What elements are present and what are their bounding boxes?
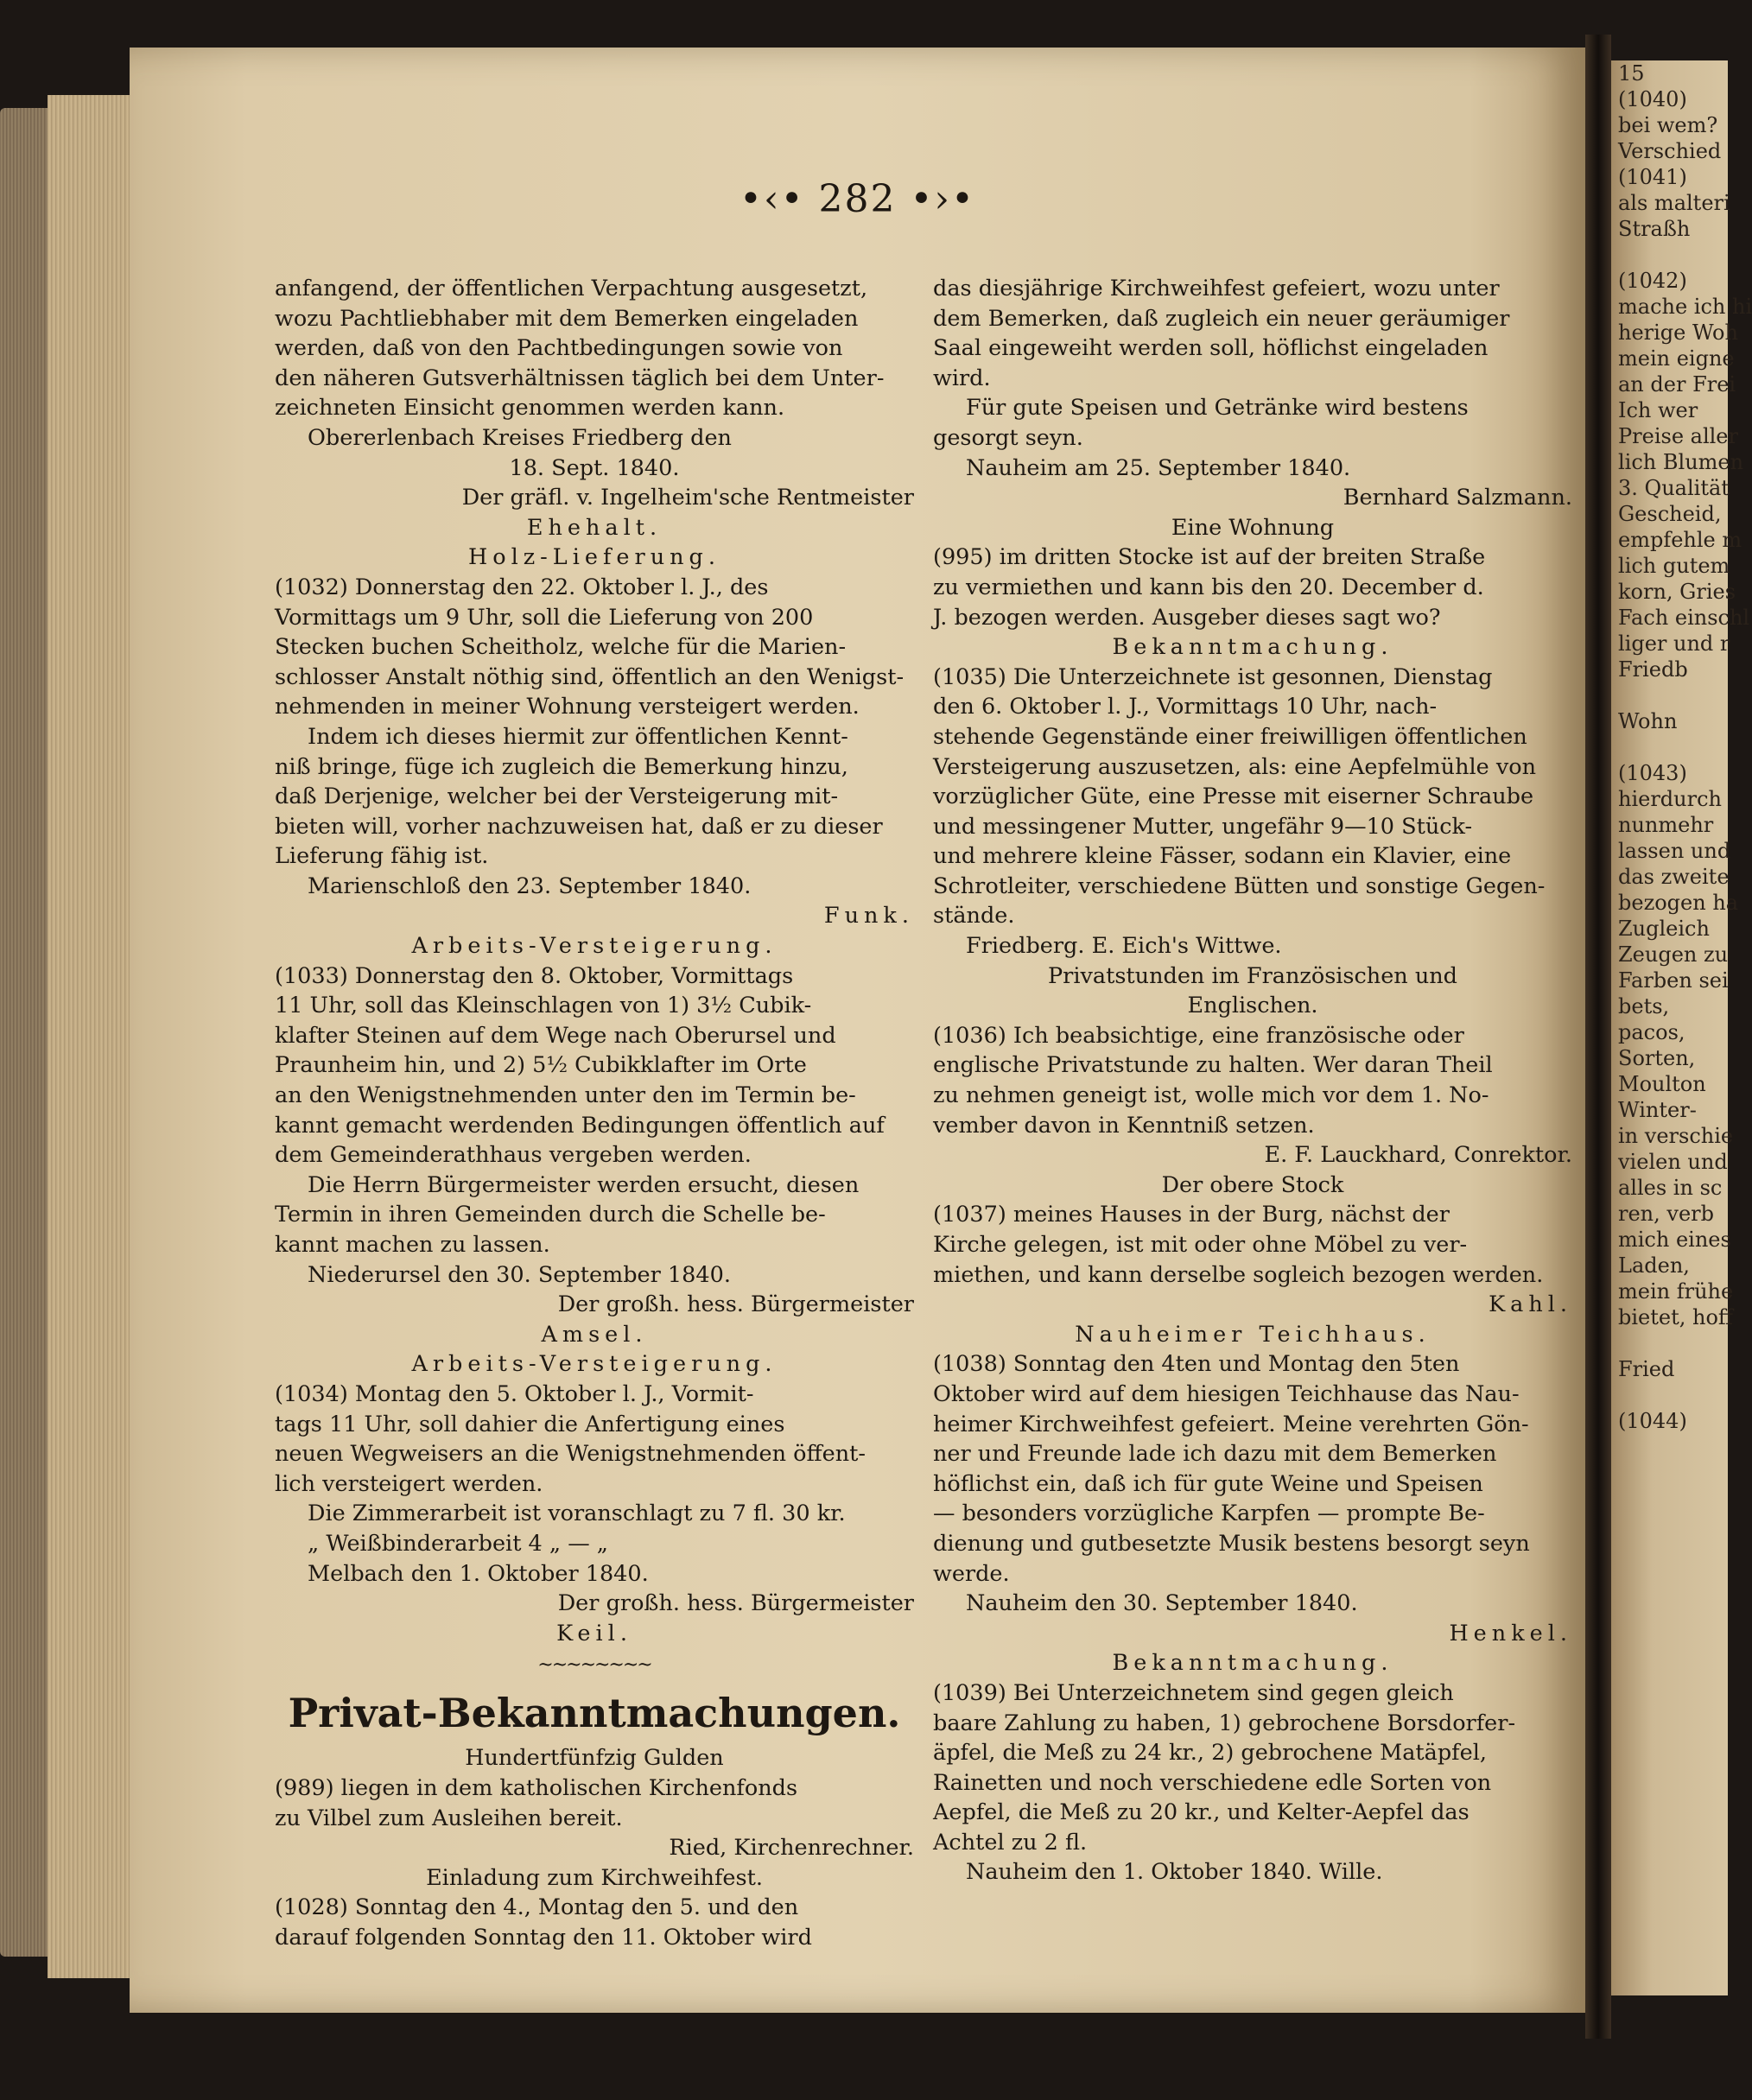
text-line: Kahl. xyxy=(1489,1291,1572,1318)
next-page-fragment: mein eigne xyxy=(1618,346,1735,371)
next-page-fragment: vielen und xyxy=(1618,1150,1728,1174)
text-line: und messingener Mutter, ungefähr 9—10 Stück- xyxy=(933,813,1473,840)
next-page-fragment xyxy=(1611,1330,1728,1356)
text-line: ner und Freunde lade ich dazu mit dem Bemerken xyxy=(933,1441,1497,1468)
text-line: (1034) Montag den 5. Oktober l. J., Vormit- xyxy=(275,1380,754,1407)
text-line: Termin in ihren Gemeinden durch die Schelle be- xyxy=(275,1202,826,1228)
next-page-fragment: (1042) xyxy=(1618,269,1687,293)
next-page-fragment: alles in sc xyxy=(1618,1176,1723,1200)
text-line: zu Vilbel zum Ausleihen bereit. xyxy=(275,1805,623,1831)
private-announcements-heading: Privat-Bekanntmachungen. xyxy=(288,1690,901,1737)
text-line: anfangend, der öffentlichen Verpachtung ausgesetzt, xyxy=(275,276,868,301)
text-line: niß bringe, füge ich zugleich die Bemerkung hinzu, xyxy=(275,753,848,780)
next-page-fragment: Fried xyxy=(1618,1357,1675,1381)
next-page-fragment: (1044) xyxy=(1618,1409,1687,1433)
text-line: Funk. xyxy=(823,903,914,929)
text-line: (1033) Donnerstag den 8. Oktober, Vormittags xyxy=(275,962,794,989)
next-page-fragment: 15 xyxy=(1618,61,1645,86)
next-page-fragment: hierdurch xyxy=(1618,787,1722,811)
text-line: Friedberg. E. Eich's Wittwe. xyxy=(966,933,1282,960)
text-line: Aepfel, die Meß zu 20 kr., und Kelter-Aepfel das xyxy=(933,1799,1470,1826)
text-line: Einladung zum Kirchweihfest. xyxy=(426,1864,763,1891)
text-line: Eine Wohnung xyxy=(1171,514,1335,541)
next-page-fragment xyxy=(1611,242,1728,268)
text-line: zu vermiethen und kann bis den 20. December d. xyxy=(933,574,1484,600)
left-column xyxy=(275,274,914,1952)
text-line: (989) liegen in dem katholischen Kirchenfonds xyxy=(275,1774,798,1801)
text-line: schlosser Anstalt nöthig sind, öffentlich an den Wenigst- xyxy=(275,663,905,690)
right-column-lines xyxy=(933,274,1572,1887)
text-line: Arbeits-Versteigerung. xyxy=(411,933,778,960)
text-line: Melbach den 1. Oktober 1840. xyxy=(308,1560,649,1587)
text-line: und mehrere kleine Fässer, sodann ein Klavier, eine xyxy=(933,843,1512,870)
text-line: Für gute Speisen und Getränke wird bestens xyxy=(966,395,1469,422)
text-line: stände. xyxy=(933,903,1015,929)
next-page-fragment: Straßh xyxy=(1618,217,1691,241)
text-line: Der großh. hess. Bürgermeister xyxy=(557,1291,914,1318)
text-line: Der obere Stock xyxy=(1161,1171,1344,1198)
next-page-fragment: empfehle m xyxy=(1618,528,1742,552)
next-page-fragment: (1043) xyxy=(1618,761,1687,785)
text-line: Ried, Kirchenrechner. xyxy=(669,1835,914,1862)
next-page-fragment: Moulton xyxy=(1618,1072,1706,1096)
text-line: werde. xyxy=(933,1560,1010,1587)
text-line: (1038) Sonntag den 4ten und Montag den 5ten xyxy=(933,1351,1460,1378)
next-page-fragment: mache ich hi xyxy=(1618,295,1752,319)
text-line: Nauheim am 25. September 1840. xyxy=(966,454,1351,481)
text-line: tags 11 Uhr, soll dahier die Anfertigung eines xyxy=(275,1411,785,1437)
text-line: gesorgt seyn. xyxy=(933,424,1083,451)
text-line: Marienschloß den 23. September 1840. xyxy=(308,872,752,899)
text-line: baare Zahlung zu haben, 1) gebrochene Borsdorfer- xyxy=(933,1710,1516,1736)
text-line: lich versteigert werden. xyxy=(275,1470,543,1497)
text-line: heimer Kirchweihfest gefeiert. Meine verehrten Gön- xyxy=(933,1411,1529,1437)
next-page-fragment: Preise aller xyxy=(1618,424,1738,448)
text-line: 11 Uhr, soll das Kleinschlagen von 1) 3½ Cubik- xyxy=(275,993,812,1019)
text-line: Indem ich dieses hiermit zur öffentlichen Kennt- xyxy=(308,723,848,750)
text-line: Nauheim den 30. September 1840. xyxy=(966,1590,1358,1617)
text-line: (1028) Sonntag den 4., Montag den 5. und den xyxy=(275,1894,799,1921)
next-page-fragment: das zweite xyxy=(1618,865,1730,889)
text-line: Englischen. xyxy=(1187,993,1318,1019)
next-page-fragment: liger und r xyxy=(1618,631,1730,656)
next-page-fragment: bietet, hoff xyxy=(1618,1305,1733,1329)
text-line: höflichst ein, daß ich für gute Weine und Speisen xyxy=(933,1470,1483,1497)
next-page-fragment: Winter- xyxy=(1618,1098,1697,1122)
decorative-rule: ~~~~~~~~ xyxy=(537,1654,651,1677)
next-page-fragment: mein frühe xyxy=(1618,1279,1734,1304)
text-line: darauf folgenden Sonntag den 11. Oktober wird xyxy=(275,1924,812,1951)
next-page-fragment: Verschied xyxy=(1618,139,1722,163)
next-page-fragment: lich gutem xyxy=(1618,554,1730,578)
text-line: an den Wenigstnehmenden unter den im Termin be- xyxy=(275,1082,856,1109)
text-line: Privatstunden im Französischen und xyxy=(1047,962,1458,989)
text-line: Henkel. xyxy=(1449,1620,1572,1646)
next-page-fragment: (1041) xyxy=(1618,165,1687,189)
text-line: Obererlenbach Kreises Friedberg den xyxy=(308,424,732,451)
text-line: wozu Pachtliebhaber mit dem Bemerken eingeladen xyxy=(275,305,859,332)
next-page-fragment: Fach einschl xyxy=(1618,606,1750,630)
text-line: miethen, und kann derselbe sogleich bezogen werden. xyxy=(933,1261,1544,1288)
text-line: das diesjährige Kirchweihfest gefeiert, wozu unter xyxy=(933,276,1500,301)
text-line: (995) im dritten Stocke ist auf der breiten Straße xyxy=(933,544,1486,571)
text-line: englische Privatstunde zu halten. Wer daran Theil xyxy=(933,1052,1493,1079)
text-line: Versteigerung auszusetzen, als: eine Aepfelmühle von xyxy=(933,753,1537,780)
next-page-fragment: Zugleich xyxy=(1618,917,1710,941)
text-line: nehmenden in meiner Wohnung versteigert werden. xyxy=(275,694,860,720)
text-line: Nauheimer Teichhaus. xyxy=(1075,1321,1431,1348)
text-line: Bekanntmachung. xyxy=(1112,634,1393,661)
text-line: Schrotleiter, verschiedene Bütten und sonstige Gegen- xyxy=(933,872,1546,899)
next-page-fragment: bets, xyxy=(1618,994,1670,1018)
next-page-fragment: mich eines xyxy=(1618,1228,1731,1252)
text-line: dem Gemeinderathhaus vergeben werden. xyxy=(275,1142,752,1169)
text-line: Holz-Lieferung. xyxy=(468,544,720,571)
text-line: äpfel, die Meß zu 24 kr., 2) gebrochene Matäpfel, xyxy=(933,1740,1487,1767)
next-page-fragment: (1040) xyxy=(1618,87,1687,111)
text-line: Kirche gelegen, ist mit oder ohne Möbel zu ver- xyxy=(933,1232,1468,1258)
next-page-fragment: Sorten, xyxy=(1618,1046,1696,1070)
text-line: Arbeits-Versteigerung. xyxy=(411,1351,778,1378)
text-line: Stecken buchen Scheitholz, welche für die Marien- xyxy=(275,634,847,661)
text-line: Lieferung fähig ist. xyxy=(275,843,489,870)
text-line: bieten will, vorher nachzuweisen hat, daß er zu dieser xyxy=(275,813,883,840)
next-page-fragment: Farben sei xyxy=(1618,968,1729,993)
text-line: Hundertfünfzig Gulden xyxy=(465,1745,724,1772)
text-line: Vormittags um 9 Uhr, soll die Lieferung von 200 xyxy=(275,604,814,631)
text-line: Die Herrn Bürgermeister werden ersucht, diesen xyxy=(308,1171,860,1198)
next-page-fragment: nunmehr xyxy=(1618,813,1714,837)
text-line: Niederursel den 30. September 1840. xyxy=(308,1261,731,1288)
next-page-fragment: Laden, xyxy=(1618,1253,1690,1278)
next-page-fragment: korn, Gries xyxy=(1618,580,1736,604)
left-column-tail-lines xyxy=(275,1743,914,1952)
text-line: vember davon in Kenntniß setzen. xyxy=(933,1112,1315,1139)
next-page-fragment: lich Blumen xyxy=(1618,450,1744,474)
text-line: Die Zimmerarbeit ist voranschlagt zu 7 fl. 30 kr. xyxy=(308,1500,846,1527)
text-line: 18. Sept. 1840. xyxy=(509,454,680,481)
text-line: neuen Wegweisers an die Wenigstnehmenden öffent- xyxy=(275,1441,866,1468)
text-line: (1035) Die Unterzeichnete ist gesonnen, Dienstag xyxy=(933,663,1493,690)
next-page-fragment: lassen und xyxy=(1618,839,1731,863)
text-line: werden, daß von den Pachtbedingungen sowie von xyxy=(275,335,843,362)
next-page-fragment: Ich wer xyxy=(1618,398,1698,422)
text-line: wird. xyxy=(933,365,991,391)
text-line: (1037) meines Hauses in der Burg, nächst der xyxy=(933,1202,1450,1228)
text-line: (1032) Donnerstag den 22. Oktober l. J., des xyxy=(275,574,769,600)
next-page-fragment xyxy=(1611,682,1728,708)
next-page-fragment: Zeugen zu xyxy=(1618,942,1729,967)
text-line: Bekanntmachung. xyxy=(1112,1650,1393,1677)
next-page-fragment: in verschie xyxy=(1618,1124,1734,1148)
text-line: dem Bemerken, daß zugleich ein neuer geräumiger xyxy=(933,305,1510,332)
text-line: Amsel. xyxy=(541,1321,648,1348)
text-line: stehende Gegenstände einer freiwilligen öffentlichen xyxy=(933,723,1527,750)
text-line: J. bezogen werden. Ausgeber dieses sagt wo? xyxy=(933,604,1441,631)
text-line: zeichneten Einsicht genommen werden kann. xyxy=(275,395,785,422)
text-line: Praunheim hin, und 2) 5½ Cubikklafter im Orte xyxy=(275,1052,807,1079)
next-page-fragment: herige Woh xyxy=(1618,320,1738,345)
text-line: daß Derjenige, welcher bei der Versteigerung mit- xyxy=(275,784,839,810)
right-column xyxy=(933,274,1572,1887)
text-line: klafter Steinen auf dem Wege nach Oberursel und xyxy=(275,1022,836,1049)
next-page-fragment: an der Frei xyxy=(1618,372,1736,397)
next-page-fragment: 3. Qualität xyxy=(1618,476,1730,500)
book-page xyxy=(130,48,1585,2013)
text-line: Oktober wird auf dem hiesigen Teichhause das Nau- xyxy=(933,1380,1520,1407)
next-page-fragment xyxy=(1611,734,1728,760)
text-line: Saal eingeweiht werden soll, höflichst eingeladen xyxy=(933,335,1489,362)
next-page-fragment xyxy=(1611,1382,1728,1408)
text-line: — besonders vorzügliche Karpfen — prompte Be- xyxy=(933,1500,1485,1527)
text-line: Bernhard Salzmann. xyxy=(1343,485,1572,511)
next-page-fragment: pacos, xyxy=(1618,1020,1685,1044)
next-page-fragment: Gescheid, xyxy=(1618,502,1722,526)
text-line: Der großh. hess. Bürgermeister xyxy=(557,1590,914,1617)
next-page-fragment: Wohn xyxy=(1618,709,1678,733)
next-page-fragment: bei wem? xyxy=(1618,113,1718,137)
left-column-lines xyxy=(275,274,914,1648)
text-line: (1036) Ich beabsichtige, eine französische oder xyxy=(933,1022,1464,1049)
book-gutter xyxy=(1585,35,1611,2039)
text-line: vorzüglicher Güte, eine Presse mit eiserner Schraube xyxy=(933,784,1534,810)
next-page-fragment: ren, verb xyxy=(1618,1202,1714,1226)
page-number: •‹• 282 •›• xyxy=(740,177,975,221)
text-line: Achtel zu 2 fl. xyxy=(933,1829,1088,1856)
next-page-lines xyxy=(1611,60,1752,1434)
text-line: zu nehmen geneigt ist, wolle mich vor dem 1. No- xyxy=(933,1082,1489,1109)
text-line: Keil. xyxy=(556,1620,632,1646)
text-line: (1039) Bei Unterzeichnetem sind gegen gleich xyxy=(933,1679,1454,1706)
text-line: Nauheim den 1. Oktober 1840. Wille. xyxy=(966,1859,1383,1886)
next-page-fragment: Friedb xyxy=(1618,657,1688,682)
text-line: den 6. Oktober l. J., Vormittags 10 Uhr, nach- xyxy=(933,694,1438,720)
text-line: Der gräfl. v. Ingelheim'sche Rentmeister xyxy=(461,485,914,511)
next-page-edge xyxy=(1611,60,1752,1995)
text-line: kannt gemacht werdenden Bedingungen öffentlich auf xyxy=(275,1112,885,1139)
next-page-fragment: bezogen ha xyxy=(1618,891,1739,915)
text-line: kannt machen zu lassen. xyxy=(275,1232,550,1258)
text-line: Rainetten und noch verschiedene edle Sorten von xyxy=(933,1769,1492,1796)
text-line: den näheren Gutsverhältnissen täglich bei dem Unter- xyxy=(275,365,885,391)
text-line: E. F. Lauckhard, Conrektor. xyxy=(1264,1142,1572,1169)
next-page-fragment: als malteri xyxy=(1618,191,1730,215)
text-line: „ Weißbinderarbeit 4 „ — „ xyxy=(308,1530,609,1557)
text-line: Ehehalt. xyxy=(526,514,663,541)
text-line: dienung und gutbesetzte Musik bestens besorgt seyn xyxy=(933,1530,1530,1557)
